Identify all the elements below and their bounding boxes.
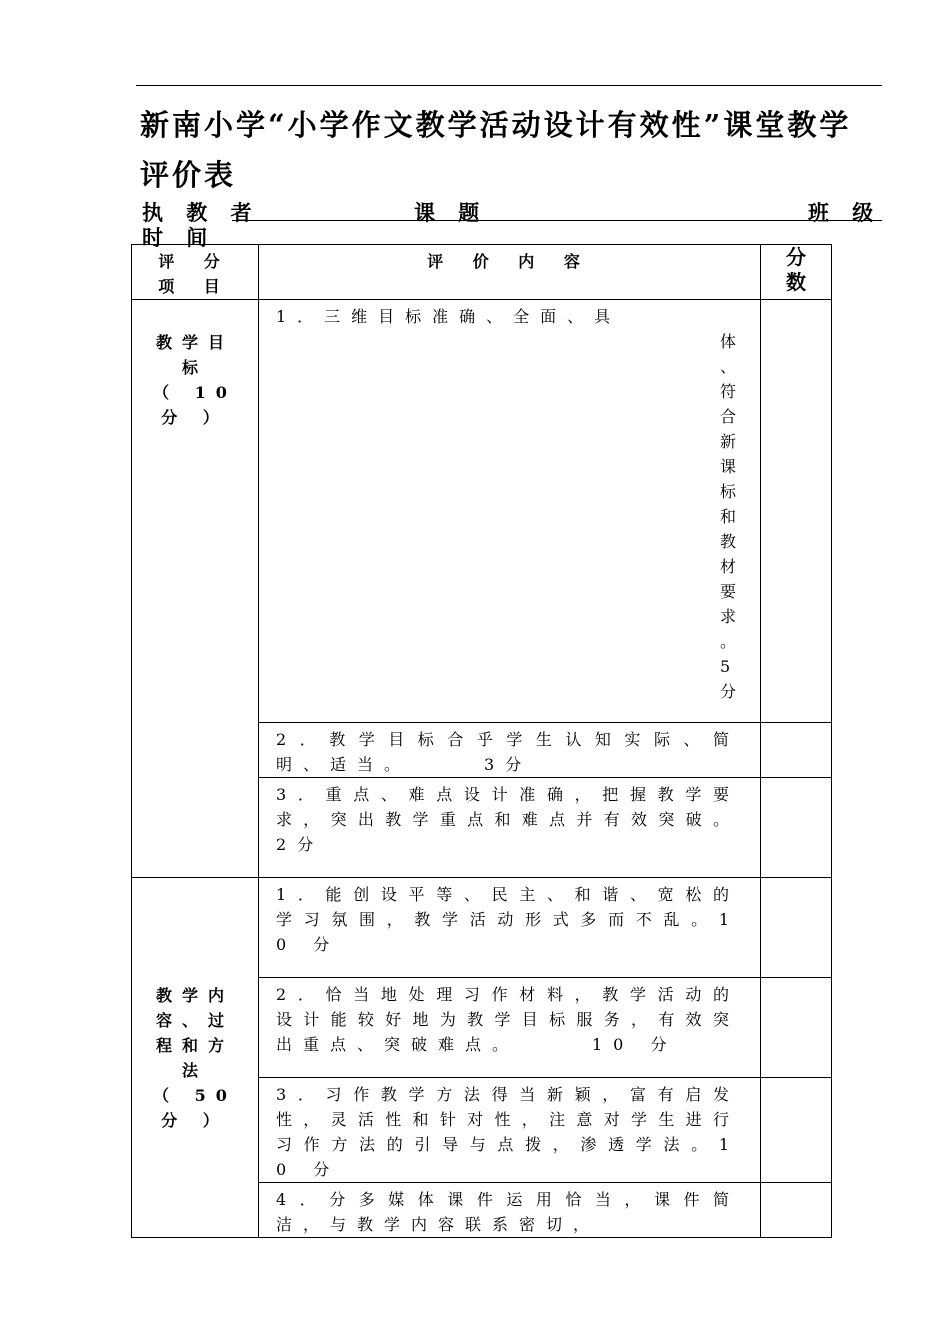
section-points: （ 50 分 ）: [153, 1086, 237, 1130]
class-label: 班 级: [808, 200, 882, 225]
score-cell[interactable]: [761, 878, 832, 978]
section-points: （ 10 分 ）: [153, 383, 237, 427]
table-row: [132, 878, 832, 978]
header-content: 评 价 内 容: [259, 245, 761, 300]
criterion-cell: [259, 300, 761, 723]
section-item: [132, 300, 259, 878]
evaluation-table: [131, 244, 832, 1238]
score-cell[interactable]: [761, 723, 832, 778]
header-item: 评 分 项 目: [132, 245, 259, 300]
criterion-char: 标: [720, 482, 737, 501]
criterion-char: 体: [720, 332, 737, 351]
score-cell[interactable]: [761, 978, 832, 1078]
criterion-char: 合: [720, 407, 737, 426]
criterion-char: 符: [720, 382, 737, 401]
criterion-char: 5: [720, 657, 731, 676]
criterion-text: 4．分多媒体课件运用恰当，课件简洁，与教学内容联系密切，: [259, 1183, 761, 1238]
criterion-text-tail: [720, 329, 740, 704]
criterion-char: 求: [720, 607, 737, 626]
teacher-label: 执 教 者: [142, 200, 260, 225]
criterion-char: 教: [720, 532, 737, 551]
score-cell[interactable]: [761, 1183, 832, 1238]
criterion-text: 3．重点、难点设计准确，把握教学要求，突出教学重点和难点并有效突破。2分: [259, 778, 761, 878]
section-name: 教学目标: [155, 333, 234, 377]
criterion-text: 3．习作教学方法得当新颖，富有启发性，灵活性和针对性，注意对学生进行习作方法的引导与点拨，渗透学法。10 分: [259, 1078, 761, 1183]
section-item: [132, 878, 259, 1238]
table-row: [132, 300, 832, 723]
criterion-text: 2．恰当地处理习作材料，教学活动的设计能较好地为教学目标服务，有效突出重点、突破难点。 10 分: [259, 978, 761, 1078]
header-score: 分数: [761, 245, 832, 300]
top-rule: [136, 85, 882, 86]
score-cell[interactable]: [761, 1078, 832, 1183]
criterion-char: 新: [720, 432, 737, 451]
page-title: 新南小学“小学作文教学活动设计有效性”课堂教学评价表: [140, 108, 852, 192]
criterion-text: 1．能创设平等、民主、和谐、宽松的学习氛围，教学活动形式多而不乱。10 分: [259, 878, 761, 978]
time-label: 时 间: [142, 225, 216, 250]
criterion-char: 。: [720, 632, 737, 651]
criterion-char: 和: [720, 507, 737, 526]
score-cell[interactable]: [761, 778, 832, 878]
criterion-char: 要: [720, 582, 737, 601]
criterion-char: 材: [720, 557, 737, 576]
score-cell[interactable]: [761, 300, 832, 723]
criterion-text: 1．三维目标准确、全面、具: [276, 307, 622, 326]
criterion-char: 分: [720, 682, 737, 701]
header-underline: [232, 220, 882, 221]
topic-label: 课 题: [414, 200, 488, 225]
criterion-char: 课: [720, 457, 737, 476]
criterion-char: 、: [720, 357, 737, 376]
section-name: 教学内容、过程和方法: [155, 986, 234, 1080]
table-header-row: [132, 245, 832, 300]
criterion-text: 2．教学目标合乎学生认知实际、简明、适当。 3分: [259, 723, 761, 778]
